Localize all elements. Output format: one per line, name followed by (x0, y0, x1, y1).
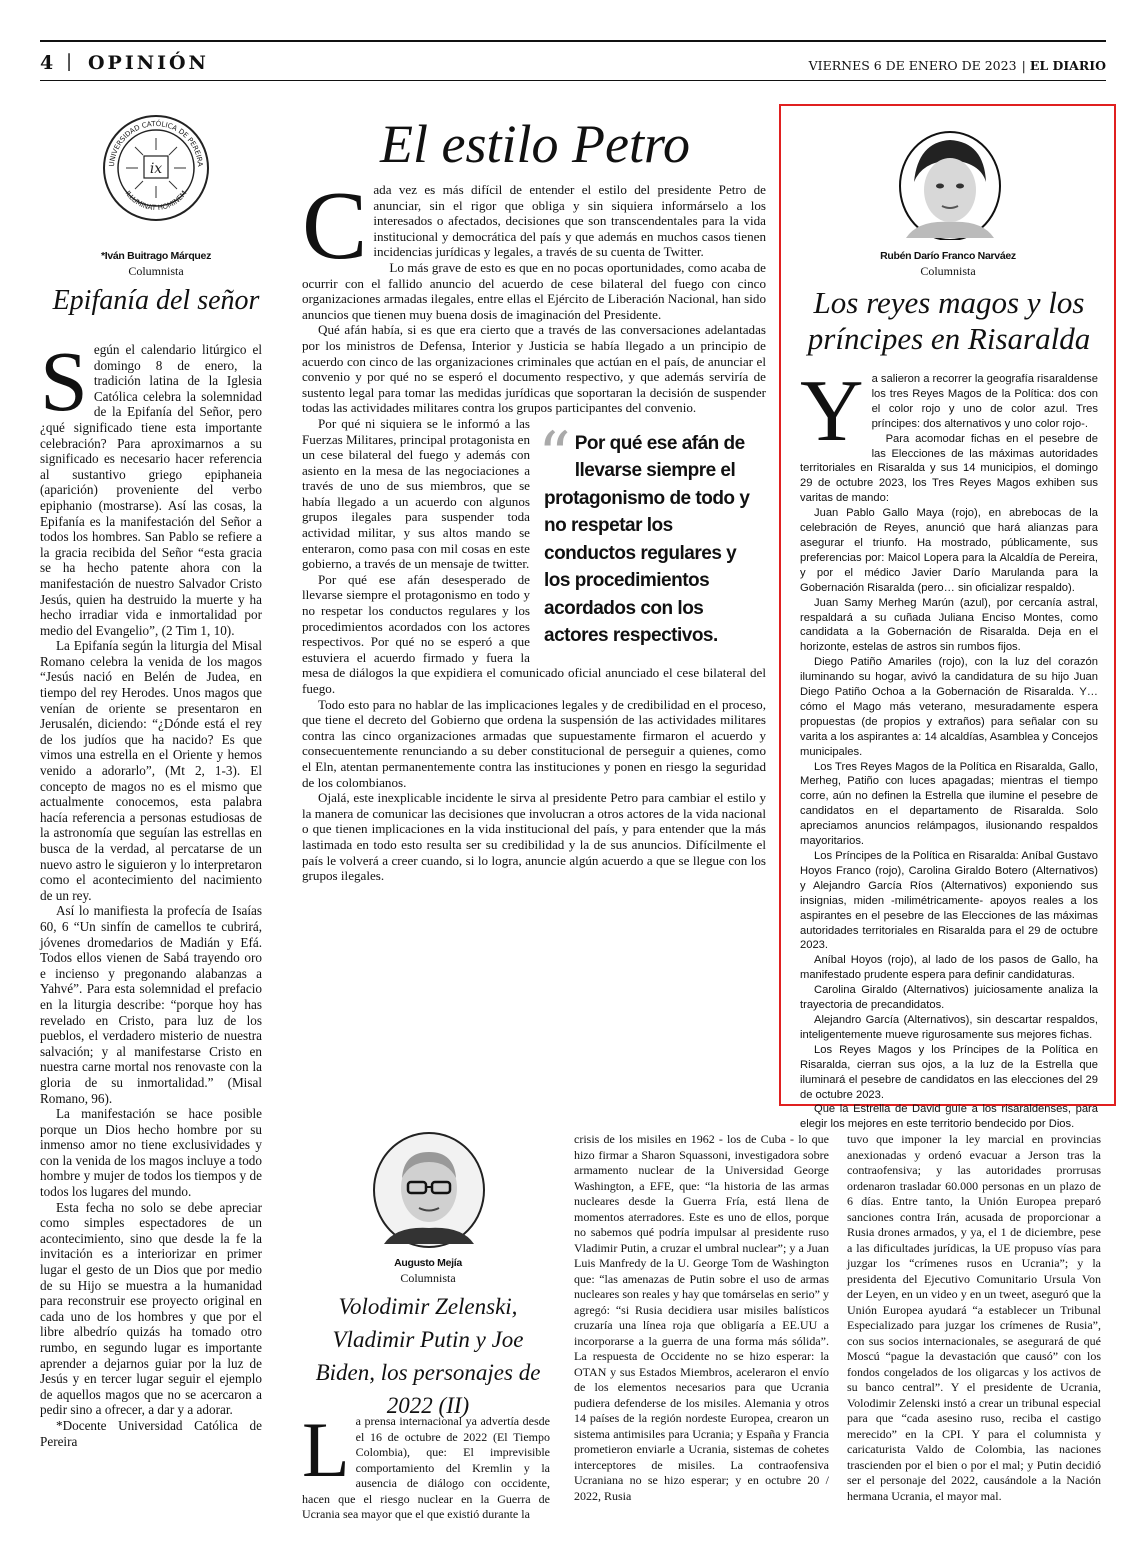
right-author-photo (898, 128, 1002, 240)
bottom-author-role: Columnista (400, 1271, 456, 1285)
left-article-body: S egún el calendario litúrgico el domingo 8 de enero, la tradición latina de la Iglesia Católica celebra la solemnidad de la Epifanía del Señor, pero ¿qué significado tiene esta importante celebración? Para aproximarnos a su significado es necesario hacer referencia al sustantivo griego epiphaneia (aparición) proveniente del verbo epiphanio (mostrarse). Así las cosas, la Epifanía es la manifestación del Señor a todos los hombres. San Pablo se refiere a la gracia recibida del Señor “esta gracia se ha hecho patente ahora con la manifestación de nuestro Salvador Cristo Jesús, quien ha destruido la muerte y ha hecho irradiar vida e inmortalidad por medio del Evangelio”, (2 Tim 1, 10). La Epifanía según la liturgia del Misal Romano celebra la venida de los magos “Jesús nació en Belén de Judea, en tiempo del rey Herodes. Unos magos que venían de oriente se presentaron en Jerusalén, diciendo: “¿Dónde está el rey de los judíos que ha nacido? Es que vimos una estrella en el Oriente y hemos venido a adorarlo”, (Mt 2, 1-3). El concepto de magos no es el mismo que actualmente conocemos, esta palabra hacía referencia a personas estudiosas de la astronomía que seguían las estrellas en busca de la verdad, al percatarse de un nuevo astro le siguieron y lo interpretaron como el acontecimiento del nacimiento de un rey. Así lo manifiesta la profecía de Isaías 60, 6 “Un sinfín de camellos te cubrirá, jóvenes dromedarios de Madián y Efá. Todos ellos vienen de Sabá trayendo oro e incienso y pregonando alabanzas a Yahvé”. Para esta solemnidad el prefacio en la liturgia describe: “porque hoy has revelado en Cristo, para luz de los pueblos, el verdadero misterio de nuestra salvación; y al manifestarse Cristo en nuestra carne mortal nos renovaste con la gloria de su inmortalidad.” (Misal Romano, 96). La manifestación se hace posible porque un Dios hecho hombre por su inmenso amor no tiene exclusividades y con la venida de los magos incluye a todo hombre y mujer de todos los tiempos y de todos los lugares del mundo. Esta fecha no solo se debe apreciar como simples espectadores de un acontecimiento, sino que desde la fe la invitación es a interiorizar en primer lugar el gesto de un Dios que por medio de su Hijo se muestra a la humanidad para reconstruir ese proyecto original en cada uno de los hombres y que por el libre albedrío quizás ha tomado otro rumbo, en segundo lugar es importante aprender a dejarnos guiar por la luz de Jesús y en tercer lugar seguir el ejemplo de aquellos magos que no se acercaron a pedir sino a ofrecer, a dar y a adorar. *Docente Universidad Católica de Pereira (40, 333, 262, 1449)
pull-quote: Por qué ese afán de llevarse siempre el protagonismo de todo y no respetar los conductos regulares y los procedimientos acordados con los actores respectivos. (544, 432, 750, 647)
svg-text:ix: ix (149, 161, 163, 177)
portrait-icon (898, 128, 1002, 240)
svg-text:UNIVERSIDAD CATÓLICA DE PEREIR: UNIVERSIDAD CATÓLICA DE PEREIRA (107, 119, 205, 167)
left-author-name: *Iván Buitrago Márquez (100, 250, 212, 262)
header-rule-bottom (40, 80, 1106, 81)
center-article-title: El estilo Petro (380, 114, 690, 174)
section-title: OPINIÓN (88, 52, 209, 74)
center-article-body: C ada vez es más difícil de entender el estilo del presidente Petro de anunciar, sin el rigor que obliga y sin siquiera informárselo a los interesados o afectados, decisiones que son transcendentales para la vida institucional y democrática del país y que además en muchos casos tienen incidencias jurídicas y legales, a través de su cuenta de Twitter. Lo más grave de esto es que en no pocas oportunidades, como acaba de ocurrir con el fallido anuncio del acuerdo de cese bilateral del fuego con cinco organizaciones armadas ilegales, entre ellas el Ejército de Liberación Nacional, han sido anuncios que tienen muy buena dosis de imaginación del Presidente. Qué afán había, si es que era cierto que a través de las conversaciones adelantadas por los ministros de Defensa, Interior y Justicia se había llegado a un principio de acuerdo con cinco de las organizaciones criminales que actúan en el país, de anunciar el convenio y por qué no se esperó el documento respectivo, y que además serviría de sustento legal para tomar las medidas jurídicas que soportaran la decisión de suspender todas las actividades militares contra los grupos participantes del convenio. “ Por qué ese afán de llevarse siempre el protagonismo de todo y no respetar los conductos regulares y los procedimientos acordados con los actores respectivos. Por qué ni siquiera se le informó a las Fuerzas Militares, principal protagonista en un cese bilateral del fuego y además con asiento en la mesa de las negociaciones a través de uno de sus miembros, que se había llegado a un acuerdo con algunos grupos ilegales para suspender toda actividad militar, y sus altos mando se enteraron, como pasa con mil cosas en este gobierno, a través de un mensaje de twitter. Por qué ese afán desesperado de llevarse siempre el protagonismo en todo y no respetar los conductos regulares y los procedimientos acordados con los actores respectivos. Por qué no se esperó a que estuviera el acuerdo firmado y fuera la mesa de diálogos la que expidiera el comunicado oficial anunciado el cese bilateral del fuego. Todo esto para no hablar de las implicaciones legales y de credibilidad en el proceso, que tiene el decreto del Gobierno que ordena la suspensión de las actividades militares contra las cinco organizaciones armadas que supuestamente firmaron el acuerdo y consecuentemente renunciando a su deber constitucional de perseguir a quienes, como el Eln, atentan permanentemente contra las instituciones y ponen en riesgo la seguridad de los colombianos. Ojalá, este inexplicable incidente le sirva al presidente Petro para cambiar el estilo y la manera de comunicar las decisiones que involucran a otros actores de la vida nacional o que tienen implicaciones en la vida institucional del país, y para entender que la más lastimada en todo esto resulta ser su credibilidad y la de sus anuncios. Difícilmente el país le volverá a creer cuando, si lo logra, anuncie algún acuerdo a que se llegue con los grupos ilegales. (302, 172, 766, 884)
left-article-title: Epifanía del señor (52, 285, 260, 316)
header-rule (40, 40, 1106, 42)
bottom-author-photo (372, 1130, 486, 1248)
portrait-icon (372, 1130, 486, 1248)
pull-quote-box (538, 418, 766, 650)
page-number: 4 (40, 52, 57, 74)
right-author-name: Rubén Darío Franco Narváez (880, 250, 1016, 262)
bottom-dropcap: L (302, 1406, 350, 1493)
right-author-role: Columnista (920, 264, 976, 278)
left-author-role: Columnista (128, 264, 184, 278)
bottom-col-3: tuvo que imponer la ley marcial en provincias anexionadas y ordenó evacuar a Jerson tras la contraofensiva; y las autoridades prorrusas ordenaron trasladar 60.000 personas en un plazo de 6 días. Entre tanto, la Unión Europea preparó sanciones contra Irán, acusada de proporcionar a Rusia drones armados, y ya, el 1 de diciembre, pese a las dificultades jurídicas, la UE propuso vías para juzgar los “crímenes rusos en Ucrania”; y la presidenta del Ejecutivo Comunitario Ursula Von der Leyen, en un video y en un tweet, aseguró que la Unión Europea ayudará “a establecer un Tribunal Especializado para juzgar los crímenes de Rusia”, con sus socios internacionales, se asegurará de qué Moscú “pague la devastación que causó” con los fondos congelados de los oligarcas y los activos de su banco central”. Y el presidente de Ucrania, Volodimir Zelenski instó a crear un tribunal especial para que “cada asesino ruso, reciba el castigo merecido” en la CPI. Y para el columnista y caricaturista Valdo de Colombia, las naciones trascienden por el bien o por el mal; y Putin decidió ser el personaje del 2022, causándole a la Nación hermana Ucrania, el mayor mal. (847, 1132, 1101, 1503)
page-header (40, 52, 1106, 76)
header-date-block: VIERNES 6 DE ENERO DE 2023 | EL DIARIO (808, 58, 1106, 73)
bottom-author-name: Augusto Mejía (394, 1257, 462, 1269)
quote-mark-icon: “ (538, 418, 571, 493)
svg-text:ILLUMINAT HOMINEM: ILLUMINAT HOMINEM (123, 189, 189, 213)
header-date: VIERNES 6 DE ENERO DE 2023 (808, 58, 1017, 73)
center-dropcap: C (302, 172, 368, 280)
university-logo (102, 114, 210, 222)
left-dropcap: S (40, 333, 88, 429)
header-separator: | (66, 51, 73, 72)
bottom-col-2: crisis de los misiles en 1962 - los de Cuba - lo que hizo firmar a Sharon Squassoni, investigadora sobre armamento nuclear de la Universidad George Washington, a EFE, que: “la historia de las armas nucleares desde la Guerra Fría, está llena de momentos aterradores. Este es uno de ellos, porque no sabemos qué podría impulsar al presidente ruso Vladimir Putin, a cruzar el umbral nuclear”; y a Juan Luis Manfredy de la U. George Tom de Washington que: “las amenazas de Putin sobre el uso de armas nucleares son reales y hay que tomárselas en serio” y agregó: “si Rusia decidiera usar misiles balísticos cruzaría una línea roja que obligaría a EE.UU a incorporarse a la guerra de una forma más sólida”. La respuesta de Occidente no se hizo esperar: la OTAN y sus Estados Miembros, aceleraron el envío de los elementos necesarios para que Ucrania pudiera defenderse de los misiles. Alemania y otros 14 países de la región nordeste Europea, crearon un sistema antimisiles para Ucrania; y España y Francia prometieron enviarle a Ucrania, sistemas de cohetes interceptores de misiles. La contraofensiva Ucraniana no se hizo esperar; y en octubre 20 / 2022, Rusia (574, 1132, 829, 1503)
paper-name: EL DIARIO (1029, 58, 1106, 73)
seal-icon (102, 114, 210, 222)
right-article-body: Y a salieron a recorrer la geografía risaraldense los tres Reyes Magos de la Política: dos con el color rojo y uno de color azul. Tres príncipes: dos alternativos y uno color rojo-. Para acomodar fichas en el pesebre de las Elecciones de las máximas autoridades territoriales en Risaralda y sus 14 municipios, el domingo 29 de octubre 2023, los Tres Reyes Magos exhiben sus varitas de mando: Juan Pablo Gallo Maya (rojo), en abrebocas de la celebración de Reyes, anunció que hará alianzas para asegurar el triunfo. Ha mostrado, públicamente, sus preferencias por: Maicol Lopera para la Alcaldía de Pereira, y por el médico Javier Darío Marulanda para la Gobernación Risaralda (pero… sin oficializar respaldo). Juan Samy Merheg Marún (azul), por cercanía astral, respaldará a su cuñada Juliana Enciso Montes, como candidata a la Gobernación de Risaralda. Deja en el horizonte, estelas de astros sin rumbos fijos. Diego Patiño Amariles (rojo), con la luz del corazón iluminando su hogar, avivó la candidatura de su hijo Juan Diego Patiño Ochoa a la Gobernación de Risaralda. Y… cómo el Mago más veterano, mesuradamente espera propuestas (de propios y extraños) para señalar con su varita a los aspirantes a: 14 alcaldías, Asamblea y Concejos municipales. Los Tres Reyes Magos de la Política en Risaralda, Gallo, Merheg, Patiño con luces apagadas; mientras el tiempo corre, aún no definen la Estrella que ilumine el pesebre de candidatos en el departamento de Risaralda. Solo apreciamos anuncios relámpagos, ilusionando respaldos mayoritarios. Los Príncipes de la Política en Risaralda: Aníbal Gustavo Hoyos Franco (rojo), Carolina Giraldo Botero (Alternativos) y Alejandro García Ríos (Alternativos) exponiendo sus insignias, miden -milimétricamente- apoyos reales a los aspirantes en el pesebre de las Elecciones de las máximas autoridades territoriales en Risaralda para el 29 de octubre 2023. Aníbal Hoyos (rojo), al lado de los pasos de Gallo, ha manifestado prudente espera para definir candidaturas. Carolina Giraldo (Alternativos) juiciosamente analiza la trayectoria de precandidatos. Alejandro García (Alternativos), sin descartar respaldos, inteligentemente mueve rigurosamente sus mejores fichas. Los Reyes Magos y los Príncipes de la Política en Risaralda, cierran sus ojos, a la luz de la Estrella que iluminará el pesebre de candidatos en las elecciones del 29 de octubre 2023. Que la Estrella de David guíe a los risaraldenses, para elegir los mejores en este territorio bendecido por Dios. (800, 363, 1098, 1131)
right-article-title: Los reyes magos y los príncipes en Risaralda (807, 285, 1091, 356)
bottom-col-1: L a prensa internacional ya advertía desde el 16 de octubre de 2022 (El Tiempo Colombia), que: El imprevisible comportamiento del Kremlin y la ausencia de diálogo con occidente, hacen que el riesgo nuclear en la Guerra de Ucrania sea mayor que el que existió durante la (302, 1406, 550, 1521)
right-dropcap: Y (800, 363, 864, 460)
bottom-article-title: Volodimir Zelenski, Vladimir Putin y Joe Biden, los personajes de 2022 (II) (315, 1294, 541, 1418)
